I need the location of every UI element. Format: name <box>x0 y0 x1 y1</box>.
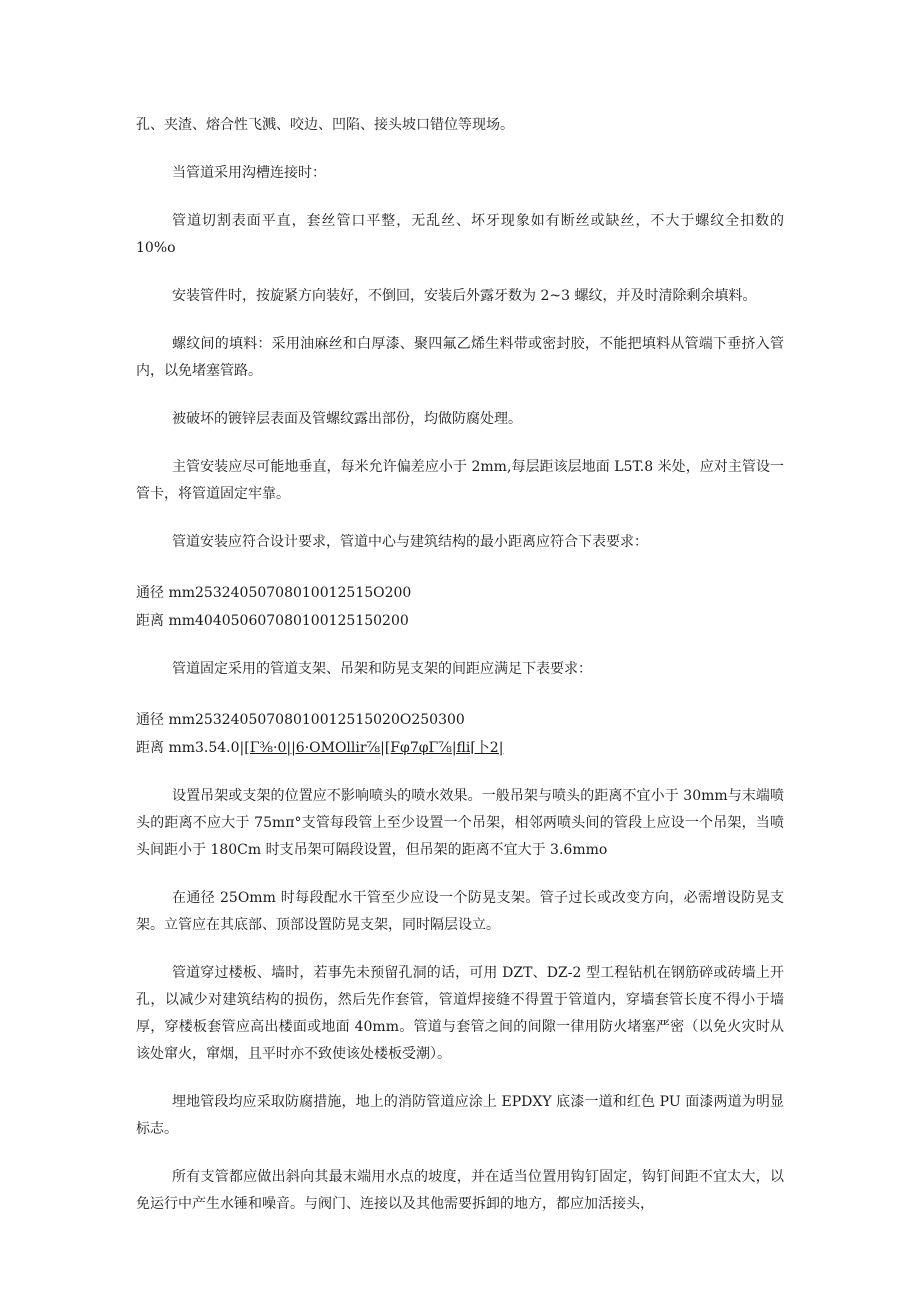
paragraph-sway-brace: 在通径 25Omm 时每段配水干管至少应设一个防晃支架。管子过长或改变方向，必需增设防晃支架。立管应在其底部、顶部设置防晃支架，同时隔层设立。 <box>136 890 784 933</box>
table2-distance-label: 距离 mm3.54.0| <box>136 740 245 756</box>
table1-diameter-row: 通径 mm25324050708010012515O200 <box>136 585 412 601</box>
paragraph-pipe-cutting: 管道切割表面平直，套丝管口平整，无乱丝、坏牙现象如有断丝或缺丝，不大于螺纹全扣数的 10%o <box>136 213 784 256</box>
paragraph-min-distance-intro: 管道安装应符合设计要求，管道中心与建筑结构的最小距离应符合下表要求： <box>172 534 648 550</box>
paragraph-support-spacing-intro: 管道固定采用的管道支架、吊架和防晃支架的间距应满足下表要求： <box>172 661 592 677</box>
paragraph-galvanized-repair: 被破坏的镀锌层表面及管螺纹露出部份，均做防腐处理。 <box>172 411 522 427</box>
paragraph-branch-slope: 所有支管都应做出斜向其最末端用水点的坡度，并在适当位置用钩钉固定，钩钉间距不宜太大，以免运行中产生水锤和噪音。与阀门、连接以及其他需要拆卸的地方，都应加活接头， <box>136 1169 784 1212</box>
paragraph-main-pipe-vertical: 主管安装应尽可能地垂直，每米允许偏差应小于 2mm,每层距该层地面 L5T.8 米处，应对主管设一管卡，将管道固定牢靠。 <box>136 459 784 502</box>
table2-distance-garbled-values: [Γ⅜·0||6·OMOllir⅞|[Fφ7φΓ⅞|fli⌈卜2| <box>244 740 504 756</box>
document-page <box>136 112 784 1218</box>
paragraph-thread-filler: 螺纹间的填料：采用油麻丝和白厚漆、聚四氟乙烯生料带或密封胶，不能把填料从管端下垂挤入管内，以免堵塞管路。 <box>136 336 784 379</box>
paragraph-fitting-install: 安装管件时，按旋紧方向装好，不倒回，安装后外露牙数为 2~3 螺纹，并及时清除剩余填料。 <box>172 288 757 304</box>
paragraph-wall-penetration: 管道穿过楼板、墙时，若事先未预留孔洞的话，可用 DZT、DZ-2 型工程钻机在钢筋碎或砖墙上开孔，以减少对建筑结构的损伤，然后先作套管，管道焊接缝不得置于管道内，穿墙套管长度不得小于墙厚，穿楼板套管应高出楼面或地面 40mm。管道与套管之间的间隙一律用防火堵塞严密（以免火灾时从该处窜火，窜烟，且平时亦不致使该处楼板受潮）。 <box>136 965 784 1062</box>
paragraph-anticorrosion: 埋地管段均应采取防腐措施，地上的消防管道应涂上 EPDXY 底漆一道和红色 PU 面漆两道为明显标志。 <box>136 1094 784 1137</box>
table1-distance-row: 距离 mm404050607080100125150200 <box>136 613 409 629</box>
paragraph-groove-connection: 当管道采用沟槽连接时： <box>172 165 326 181</box>
table2-distance-row <box>136 735 784 762</box>
paragraph-weld-defects: 孔、夹渣、熔合性飞溅、咬边、凹陷、接头坡口错位等现场。 <box>136 117 514 133</box>
paragraph-hanger-position: 设置吊架或支架的位置应不影响喷头的喷水效果。一般吊架与喷头的距离不宜小于 30mm与末端喷头的距离不应大于 75mπ°支管每段管上至少设置一个吊架，相邻两喷头间的管段上应设一个吊架，当喷头间距小于 180Cm 时支吊架可隔段设置，但吊架的距离不宜大于 3.6mmo <box>136 788 784 858</box>
table2-diameter-row: 通径 mm25324050708010012515020O250300 <box>136 712 465 728</box>
